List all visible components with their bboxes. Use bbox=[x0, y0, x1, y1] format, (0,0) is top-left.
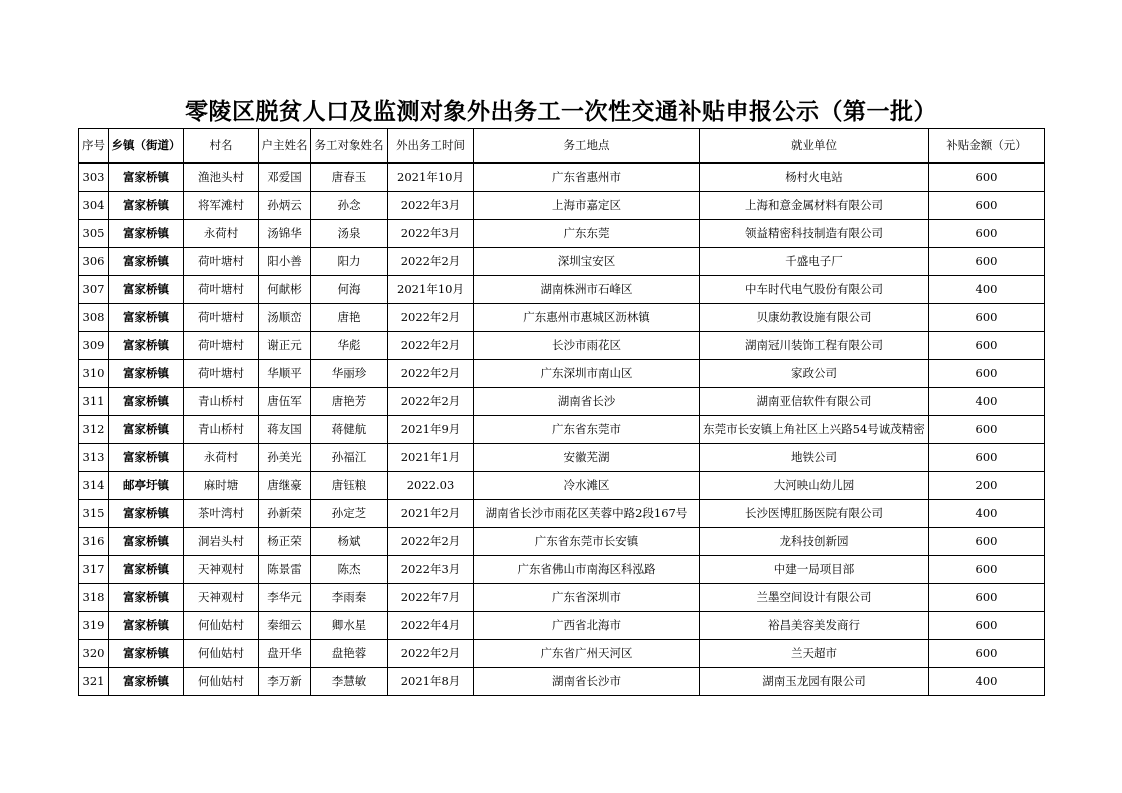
subsidy-amount-cell: 600 bbox=[929, 640, 1045, 668]
subsidy-amount-cell: 600 bbox=[929, 304, 1045, 332]
subsidy-amount-cell: 600 bbox=[929, 612, 1045, 640]
work-location-cell: 广西省北海市 bbox=[474, 612, 700, 640]
row-index-cell: 317 bbox=[79, 556, 109, 584]
table-row bbox=[79, 472, 1045, 500]
worker-name-cell: 华丽珍 bbox=[311, 360, 388, 388]
table-row bbox=[79, 220, 1045, 248]
work-location-cell: 湖南省长沙 bbox=[474, 388, 700, 416]
employer-cell: 中建一局项目部 bbox=[700, 556, 929, 584]
village-cell: 天神观村 bbox=[184, 556, 259, 584]
work-time-cell: 2022年2月 bbox=[388, 528, 474, 556]
work-time-cell: 2021年8月 bbox=[388, 668, 474, 696]
village-cell: 荷叶塘村 bbox=[184, 304, 259, 332]
town-cell: 富家桥镇 bbox=[109, 304, 184, 332]
header-row bbox=[79, 129, 1045, 164]
work-location-cell: 广东省惠州市 bbox=[474, 163, 700, 192]
subsidy-table bbox=[78, 128, 1045, 696]
worker-name-cell: 陈杰 bbox=[311, 556, 388, 584]
householder-name-cell: 阳小善 bbox=[259, 248, 311, 276]
village-cell: 何仙姑村 bbox=[184, 640, 259, 668]
employer-cell: 地铁公司 bbox=[700, 444, 929, 472]
work-time-cell: 2022年3月 bbox=[388, 192, 474, 220]
row-index-cell: 316 bbox=[79, 528, 109, 556]
householder-name-cell: 唐伍军 bbox=[259, 388, 311, 416]
town-cell: 富家桥镇 bbox=[109, 360, 184, 388]
row-index-cell: 319 bbox=[79, 612, 109, 640]
work-time-cell: 2022年3月 bbox=[388, 220, 474, 248]
subsidy-amount-cell: 600 bbox=[929, 248, 1045, 276]
subsidy-amount-cell: 600 bbox=[929, 332, 1045, 360]
village-cell: 洞岩头村 bbox=[184, 528, 259, 556]
table-row bbox=[79, 584, 1045, 612]
row-index-cell: 308 bbox=[79, 304, 109, 332]
town-cell: 富家桥镇 bbox=[109, 500, 184, 528]
village-cell: 将军滩村 bbox=[184, 192, 259, 220]
table-row bbox=[79, 444, 1045, 472]
work-time-cell: 2021年9月 bbox=[388, 416, 474, 444]
town-cell: 富家桥镇 bbox=[109, 556, 184, 584]
employer-cell: 杨村火电站 bbox=[700, 163, 929, 192]
work-location-cell: 广东省佛山市南海区科泓路 bbox=[474, 556, 700, 584]
employer-cell: 大河映山幼儿园 bbox=[700, 472, 929, 500]
employer-cell: 湖南冠川装饰工程有限公司 bbox=[700, 332, 929, 360]
village-cell: 永荷村 bbox=[184, 444, 259, 472]
work-location-cell: 广东东莞 bbox=[474, 220, 700, 248]
town-cell: 富家桥镇 bbox=[109, 668, 184, 696]
col-header-town: 乡镇（街道） bbox=[109, 129, 184, 164]
table-row bbox=[79, 416, 1045, 444]
row-index-cell: 304 bbox=[79, 192, 109, 220]
village-cell: 荷叶塘村 bbox=[184, 248, 259, 276]
work-time-cell: 2021年1月 bbox=[388, 444, 474, 472]
table-row bbox=[79, 528, 1045, 556]
work-location-cell: 湖南省长沙市雨花区芙蓉中路2段167号 bbox=[474, 500, 700, 528]
row-index-cell: 315 bbox=[79, 500, 109, 528]
subsidy-amount-cell: 600 bbox=[929, 444, 1045, 472]
row-index-cell: 320 bbox=[79, 640, 109, 668]
subsidy-amount-cell: 400 bbox=[929, 500, 1045, 528]
row-index-cell: 309 bbox=[79, 332, 109, 360]
householder-name-cell: 孙美光 bbox=[259, 444, 311, 472]
village-cell: 天神观村 bbox=[184, 584, 259, 612]
householder-name-cell: 唐继豪 bbox=[259, 472, 311, 500]
town-cell: 富家桥镇 bbox=[109, 163, 184, 192]
row-index-cell: 313 bbox=[79, 444, 109, 472]
householder-name-cell: 华顺平 bbox=[259, 360, 311, 388]
col-header-work-location: 务工地点 bbox=[474, 129, 700, 164]
row-index-cell: 307 bbox=[79, 276, 109, 304]
work-location-cell: 广东深圳市南山区 bbox=[474, 360, 700, 388]
row-index-cell: 310 bbox=[79, 360, 109, 388]
employer-cell: 中车时代电气股份有限公司 bbox=[700, 276, 929, 304]
subsidy-amount-cell: 400 bbox=[929, 388, 1045, 416]
row-index-cell: 303 bbox=[79, 163, 109, 192]
work-time-cell: 2022年2月 bbox=[388, 388, 474, 416]
village-cell: 茶叶湾村 bbox=[184, 500, 259, 528]
village-cell: 荷叶塘村 bbox=[184, 276, 259, 304]
subsidy-amount-cell: 600 bbox=[929, 528, 1045, 556]
work-time-cell: 2022年3月 bbox=[388, 556, 474, 584]
work-location-cell: 湖南省长沙市 bbox=[474, 668, 700, 696]
work-time-cell: 2022.03 bbox=[388, 472, 474, 500]
village-cell: 渔池头村 bbox=[184, 163, 259, 192]
worker-name-cell: 杨斌 bbox=[311, 528, 388, 556]
work-location-cell: 广东惠州市惠城区沥林镇 bbox=[474, 304, 700, 332]
work-location-cell: 安徽芜湖 bbox=[474, 444, 700, 472]
town-cell: 富家桥镇 bbox=[109, 220, 184, 248]
work-location-cell: 冷水滩区 bbox=[474, 472, 700, 500]
worker-name-cell: 唐艳芳 bbox=[311, 388, 388, 416]
worker-name-cell: 蒋健航 bbox=[311, 416, 388, 444]
col-header-worker: 务工对象姓名 bbox=[311, 129, 388, 164]
town-cell: 富家桥镇 bbox=[109, 388, 184, 416]
table-row bbox=[79, 360, 1045, 388]
town-cell: 富家桥镇 bbox=[109, 612, 184, 640]
col-header-householder: 户主姓名 bbox=[259, 129, 311, 164]
table-row bbox=[79, 388, 1045, 416]
table-row bbox=[79, 500, 1045, 528]
village-cell: 永荷村 bbox=[184, 220, 259, 248]
employer-cell: 领益精密科技制造有限公司 bbox=[700, 220, 929, 248]
row-index-cell: 312 bbox=[79, 416, 109, 444]
worker-name-cell: 李雨秦 bbox=[311, 584, 388, 612]
col-header-subsidy: 补贴金额（元） bbox=[929, 129, 1045, 164]
worker-name-cell: 华彪 bbox=[311, 332, 388, 360]
work-time-cell: 2021年10月 bbox=[388, 163, 474, 192]
worker-name-cell: 汤泉 bbox=[311, 220, 388, 248]
row-index-cell: 311 bbox=[79, 388, 109, 416]
employer-cell: 东莞市长安镇上角社区上兴路54号诚茂精密 bbox=[700, 416, 929, 444]
worker-name-cell: 孙念 bbox=[311, 192, 388, 220]
table-row bbox=[79, 192, 1045, 220]
householder-name-cell: 孙新荣 bbox=[259, 500, 311, 528]
subsidy-amount-cell: 400 bbox=[929, 276, 1045, 304]
householder-name-cell: 谢正元 bbox=[259, 332, 311, 360]
village-cell: 荷叶塘村 bbox=[184, 360, 259, 388]
row-index-cell: 314 bbox=[79, 472, 109, 500]
town-cell: 富家桥镇 bbox=[109, 248, 184, 276]
town-cell: 富家桥镇 bbox=[109, 444, 184, 472]
employer-cell: 兰墨空间设计有限公司 bbox=[700, 584, 929, 612]
worker-name-cell: 盘艳蓉 bbox=[311, 640, 388, 668]
town-cell: 富家桥镇 bbox=[109, 192, 184, 220]
worker-name-cell: 阳力 bbox=[311, 248, 388, 276]
work-location-cell: 上海市嘉定区 bbox=[474, 192, 700, 220]
work-location-cell: 长沙市雨花区 bbox=[474, 332, 700, 360]
householder-name-cell: 蒋友国 bbox=[259, 416, 311, 444]
town-cell: 富家桥镇 bbox=[109, 528, 184, 556]
employer-cell: 贝康幼教设施有限公司 bbox=[700, 304, 929, 332]
householder-name-cell: 盘开华 bbox=[259, 640, 311, 668]
worker-name-cell: 何海 bbox=[311, 276, 388, 304]
work-time-cell: 2022年2月 bbox=[388, 248, 474, 276]
householder-name-cell: 秦细云 bbox=[259, 612, 311, 640]
row-index-cell: 321 bbox=[79, 668, 109, 696]
table-row bbox=[79, 304, 1045, 332]
table-row bbox=[79, 668, 1045, 696]
employer-cell: 湖南亚信软件有限公司 bbox=[700, 388, 929, 416]
employer-cell: 长沙医博肛肠医院有限公司 bbox=[700, 500, 929, 528]
col-header-work-time: 外出务工时间 bbox=[388, 129, 474, 164]
householder-name-cell: 汤顺峦 bbox=[259, 304, 311, 332]
employer-cell: 裕昌美容美发商行 bbox=[700, 612, 929, 640]
work-time-cell: 2022年2月 bbox=[388, 304, 474, 332]
employer-cell: 龙科技创新园 bbox=[700, 528, 929, 556]
worker-name-cell: 唐钰粮 bbox=[311, 472, 388, 500]
town-cell: 富家桥镇 bbox=[109, 332, 184, 360]
work-location-cell: 广东省东莞市长安镇 bbox=[474, 528, 700, 556]
subsidy-amount-cell: 400 bbox=[929, 668, 1045, 696]
work-time-cell: 2021年10月 bbox=[388, 276, 474, 304]
employer-cell: 上海和意金属材料有限公司 bbox=[700, 192, 929, 220]
worker-name-cell: 唐艳 bbox=[311, 304, 388, 332]
table-row bbox=[79, 163, 1045, 192]
col-header-village: 村名 bbox=[184, 129, 259, 164]
work-time-cell: 2022年2月 bbox=[388, 332, 474, 360]
worker-name-cell: 卿水星 bbox=[311, 612, 388, 640]
work-location-cell: 深圳宝安区 bbox=[474, 248, 700, 276]
householder-name-cell: 杨正荣 bbox=[259, 528, 311, 556]
col-header-index: 序号 bbox=[79, 129, 109, 164]
householder-name-cell: 孙炳云 bbox=[259, 192, 311, 220]
town-cell: 富家桥镇 bbox=[109, 584, 184, 612]
householder-name-cell: 陈景雷 bbox=[259, 556, 311, 584]
work-time-cell: 2022年7月 bbox=[388, 584, 474, 612]
table-row bbox=[79, 276, 1045, 304]
subsidy-amount-cell: 600 bbox=[929, 584, 1045, 612]
village-cell: 麻时塘 bbox=[184, 472, 259, 500]
village-cell: 何仙姑村 bbox=[184, 668, 259, 696]
subsidy-amount-cell: 600 bbox=[929, 416, 1045, 444]
page-title: 零陵区脱贫人口及监测对象外出务工一次性交通补贴申报公示（第一批） bbox=[185, 99, 937, 125]
col-header-employer: 就业单位 bbox=[700, 129, 929, 164]
row-index-cell: 306 bbox=[79, 248, 109, 276]
worker-name-cell: 唐春玉 bbox=[311, 163, 388, 192]
employer-cell: 湖南玉龙园有限公司 bbox=[700, 668, 929, 696]
worker-name-cell: 李慧敏 bbox=[311, 668, 388, 696]
employer-cell: 千盛电子厂 bbox=[700, 248, 929, 276]
work-time-cell: 2022年2月 bbox=[388, 360, 474, 388]
subsidy-amount-cell: 600 bbox=[929, 163, 1045, 192]
householder-name-cell: 李华元 bbox=[259, 584, 311, 612]
table-row bbox=[79, 556, 1045, 584]
work-time-cell: 2021年2月 bbox=[388, 500, 474, 528]
village-cell: 青山桥村 bbox=[184, 416, 259, 444]
town-cell: 富家桥镇 bbox=[109, 416, 184, 444]
householder-name-cell: 李万新 bbox=[259, 668, 311, 696]
work-location-cell: 湖南株洲市石峰区 bbox=[474, 276, 700, 304]
subsidy-amount-cell: 600 bbox=[929, 556, 1045, 584]
table-row bbox=[79, 248, 1045, 276]
row-index-cell: 318 bbox=[79, 584, 109, 612]
village-cell: 何仙姑村 bbox=[184, 612, 259, 640]
village-cell: 青山桥村 bbox=[184, 388, 259, 416]
work-time-cell: 2022年2月 bbox=[388, 640, 474, 668]
subsidy-amount-cell: 200 bbox=[929, 472, 1045, 500]
work-location-cell: 广东省东莞市 bbox=[474, 416, 700, 444]
work-time-cell: 2022年4月 bbox=[388, 612, 474, 640]
table-row bbox=[79, 332, 1045, 360]
table-row bbox=[79, 640, 1045, 668]
work-location-cell: 广东省深圳市 bbox=[474, 584, 700, 612]
town-cell: 邮亭圩镇 bbox=[109, 472, 184, 500]
town-cell: 富家桥镇 bbox=[109, 276, 184, 304]
employer-cell: 家政公司 bbox=[700, 360, 929, 388]
householder-name-cell: 何献彬 bbox=[259, 276, 311, 304]
village-cell: 荷叶塘村 bbox=[184, 332, 259, 360]
town-cell: 富家桥镇 bbox=[109, 640, 184, 668]
row-index-cell: 305 bbox=[79, 220, 109, 248]
householder-name-cell: 汤锦华 bbox=[259, 220, 311, 248]
work-location-cell: 广东省广州天河区 bbox=[474, 640, 700, 668]
subsidy-amount-cell: 600 bbox=[929, 360, 1045, 388]
worker-name-cell: 孙福江 bbox=[311, 444, 388, 472]
worker-name-cell: 孙定芝 bbox=[311, 500, 388, 528]
householder-name-cell: 邓爱国 bbox=[259, 163, 311, 192]
table-row bbox=[79, 612, 1045, 640]
subsidy-amount-cell: 600 bbox=[929, 192, 1045, 220]
subsidy-amount-cell: 600 bbox=[929, 220, 1045, 248]
employer-cell: 兰天超市 bbox=[700, 640, 929, 668]
